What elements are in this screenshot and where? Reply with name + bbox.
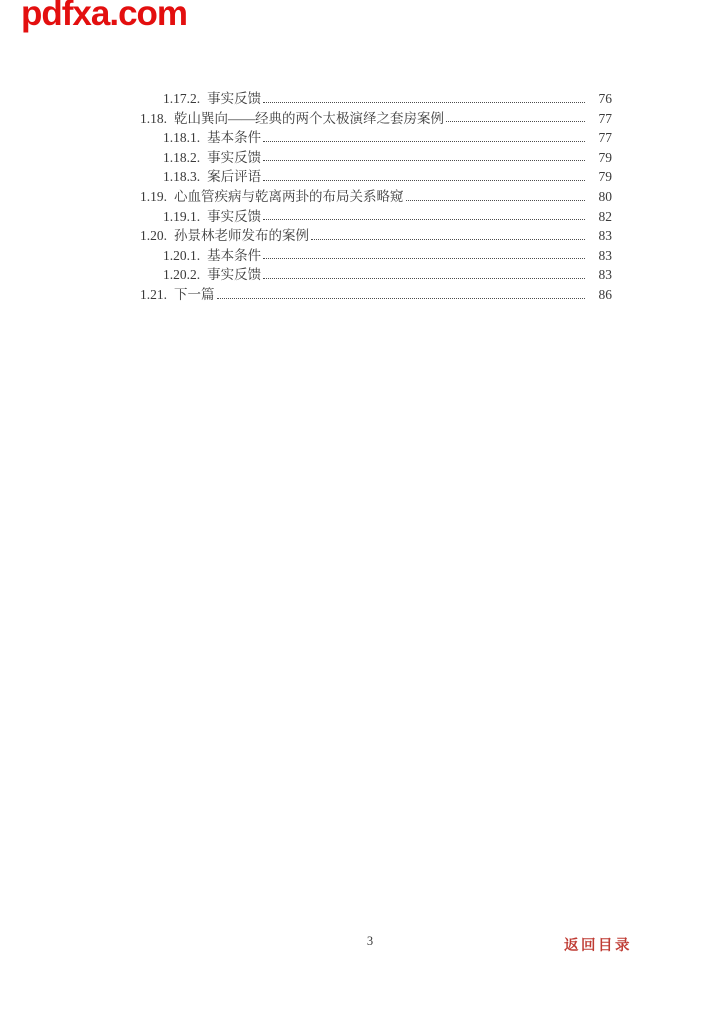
toc-entry-number: 1.18.1.: [163, 130, 201, 146]
toc-entry-page: 83: [598, 228, 612, 244]
toc-entry-title: 事实反馈: [207, 208, 262, 224]
toc-leader-dots: [263, 278, 585, 279]
toc-leader-dots: [263, 219, 585, 220]
toc-leader-dots: [217, 298, 586, 299]
toc-entry-number: 1.19.: [140, 188, 167, 204]
toc-entry[interactable]: [140, 126, 612, 146]
toc-entry-number: 1.21.: [140, 286, 167, 302]
toc-list: [140, 87, 612, 303]
toc-leader-dots: [311, 239, 585, 240]
toc-entry-title: 孙景林老师发布的案例: [174, 228, 309, 244]
toc-entry-title: 基本条件: [207, 247, 262, 263]
toc-entry[interactable]: [140, 146, 612, 166]
toc-entry-title: 乾山巽向——经典的两个太极演绎之套房案例: [174, 110, 444, 126]
toc-entry-number: 1.19.1.: [163, 208, 201, 224]
toc-entry[interactable]: [140, 107, 612, 127]
toc-entry-page: 76: [598, 91, 612, 106]
toc-entry-title: 案后评语: [207, 169, 262, 185]
toc-entry-title: 基本条件: [207, 130, 262, 146]
toc-entry-title: 事实反馈: [207, 91, 262, 106]
toc-entry[interactable]: [140, 185, 612, 205]
toc-leader-dots: [263, 258, 585, 259]
toc-entry-number: 1.18.3.: [163, 169, 201, 185]
toc-leader-dots: [406, 200, 586, 201]
toc-entry-number: 1.18.: [140, 110, 167, 126]
toc-entry-page: 83: [598, 247, 612, 263]
toc-entry-page: 77: [598, 110, 612, 126]
toc-entry[interactable]: [140, 263, 612, 283]
toc-leader-dots: [446, 121, 585, 122]
page-number: 3: [366, 934, 374, 948]
toc-entry-page: 83: [598, 267, 612, 283]
toc-entry-number: 1.20.: [140, 228, 167, 244]
toc-entry-page: 86: [598, 286, 612, 302]
toc-entry[interactable]: [140, 224, 612, 244]
toc-entry[interactable]: [140, 244, 612, 264]
toc-entry-page: 79: [598, 149, 612, 165]
toc-entry-number: 1.18.2.: [163, 149, 201, 165]
toc-entry-title: 心血管疾病与乾离两卦的布局关系略窥: [174, 188, 404, 204]
toc-entry-page: 80: [598, 188, 612, 204]
toc-entry[interactable]: [140, 205, 612, 225]
toc-entry-page: 82: [598, 208, 612, 224]
toc-leader-dots: [263, 160, 585, 161]
toc-entry-page: 77: [598, 130, 612, 146]
toc-entry-page: 79: [598, 169, 612, 185]
toc-entry-number: 1.17.2.: [163, 91, 201, 106]
toc-entry-title: 事实反馈: [207, 149, 262, 165]
toc-leader-dots: [263, 102, 585, 103]
toc-entry-title: 事实反馈: [207, 267, 262, 283]
back-to-toc-link[interactable]: 返回目录: [564, 938, 632, 954]
toc-entry-title: 下一篇: [174, 286, 215, 302]
toc-leader-dots: [263, 180, 585, 181]
toc-entry[interactable]: [140, 165, 612, 185]
pdfxa-watermark: pdfxa.com: [21, 0, 188, 33]
toc-entry[interactable]: [140, 283, 612, 303]
toc-entry[interactable]: [140, 87, 612, 107]
toc-leader-dots: [263, 141, 585, 142]
toc-entry-number: 1.20.2.: [163, 267, 201, 283]
toc-entry-number: 1.20.1.: [163, 247, 201, 263]
